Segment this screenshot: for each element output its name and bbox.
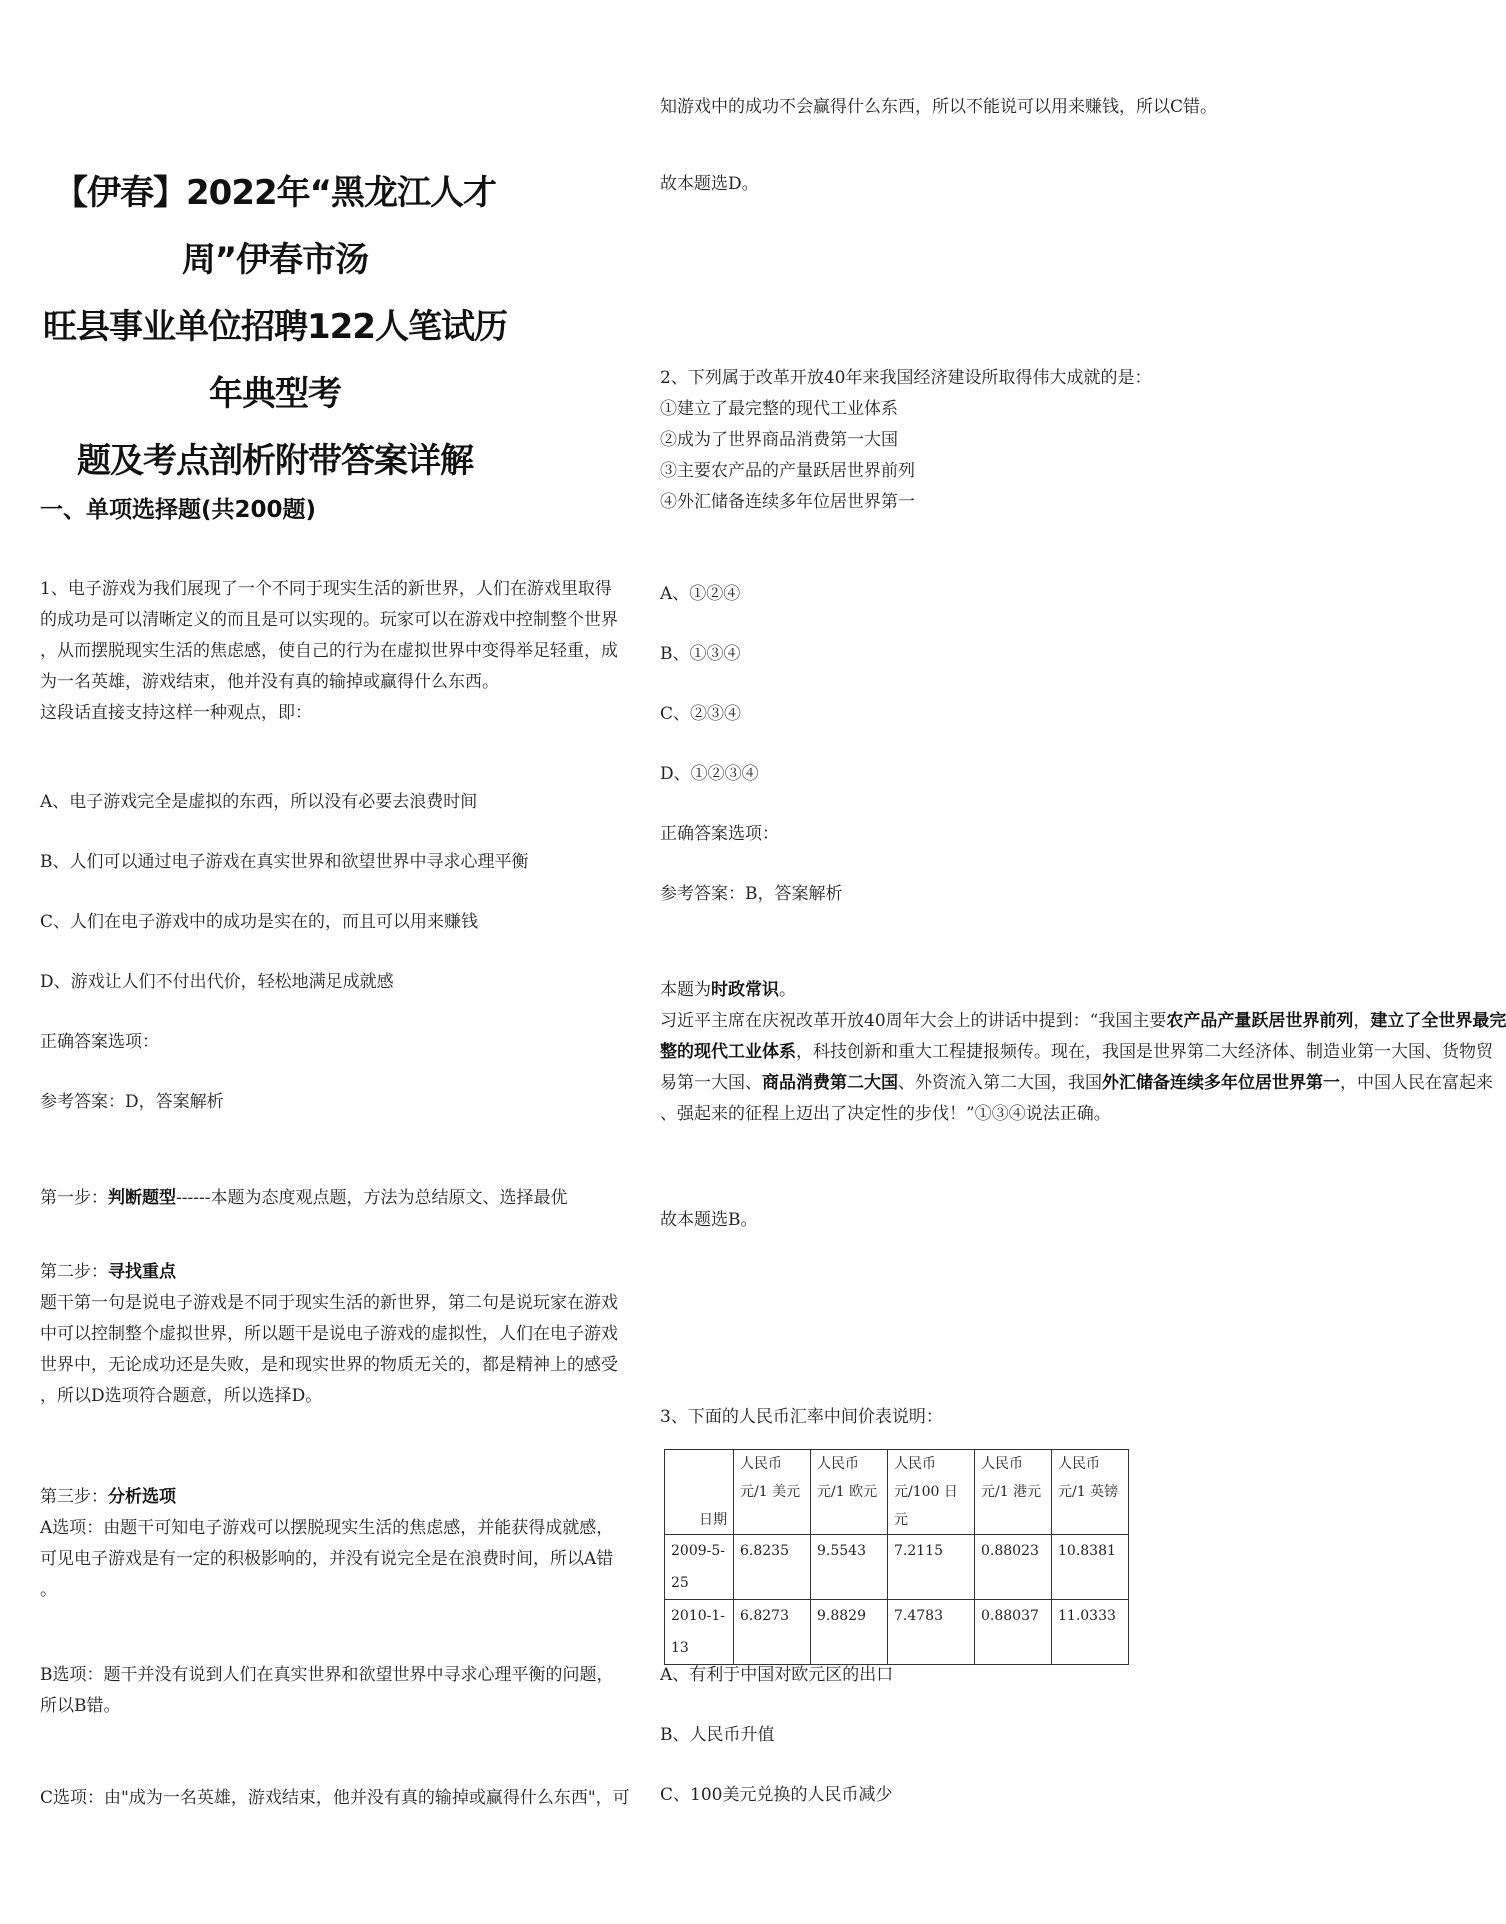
q2-statement: ②成为了世界商品消费第一大国: [660, 430, 898, 450]
text: 习近平主席在庆祝改革开放40周年大会上的讲话中提到：“我国主要: [660, 1011, 1167, 1031]
step2-line: ，所以D选项符合题意，所以选择D。: [40, 1386, 323, 1406]
q1-correct-label: 正确答案选项：: [40, 1032, 159, 1052]
cell-jpy: 7.2115: [888, 1535, 975, 1600]
exchange-rate-table: [664, 1449, 1129, 1665]
keyword: 建立了全世界最完: [1370, 1011, 1506, 1031]
header-line: 人民币: [1058, 1456, 1100, 1472]
q2-statement: ④外汇储备连续多年位居世界第一: [660, 492, 915, 512]
header-eur: [811, 1450, 888, 1535]
header-line: 元/1 美元: [740, 1484, 801, 1500]
step-keyword: 分析选项: [108, 1487, 176, 1507]
q2-option-c: C、②③④: [660, 704, 742, 724]
cell-hkd: 0.88023: [975, 1535, 1052, 1600]
q2-analysis-line: [660, 1068, 1506, 1099]
step-prefix: 第二步：: [40, 1262, 108, 1282]
title-line: 【伊春】2022年“黑龙江人才周”伊春市汤: [54, 173, 496, 280]
header-hkd: [975, 1450, 1052, 1535]
title-line: 旺县事业单位招聘122人笔试历年典型考: [43, 307, 507, 414]
keyword: 时政常识: [711, 980, 779, 1000]
cell-usd: 6.8235: [734, 1535, 811, 1600]
q1-stem-line: 1、电子游戏为我们展现了一个不同于现实生活的新世界，人们在游戏里取得: [40, 579, 612, 599]
q1-step3-a: [40, 1513, 613, 1606]
header-line: 人民币: [817, 1456, 859, 1472]
text: 。: [779, 980, 796, 1000]
q2-stem-block: [660, 363, 1151, 518]
q2-analysis-line: [660, 1037, 1506, 1068]
keyword: 农产品产量跃居世界前列: [1166, 1011, 1354, 1031]
cell-eur: 9.5543: [811, 1535, 888, 1600]
header-date: 日期: [665, 1450, 734, 1535]
analysis-line: B选项：题干并没有说到人们在真实世界和欲望世界中寻求心理平衡的问题，: [40, 1665, 614, 1685]
q1-reference: 参考答案：D，答案解析: [40, 1092, 224, 1112]
q1-stem-line: ，从而摆脱现实生活的焦虑感，使自己的行为在虚拟世界中变得举足轻重，成: [40, 641, 618, 661]
analysis-line: 可见电子游戏是有一定的积极影响的，并没有说完全是在浪费时间，所以A错: [40, 1549, 614, 1569]
q3-option-c: C、100美元兑换的人民币减少: [660, 1785, 893, 1805]
cell-date: 2010-1-13: [665, 1600, 734, 1665]
cell-jpy: 7.4783: [888, 1600, 975, 1665]
q3-option-a: A、有利于中国对欧元区的出口: [660, 1665, 894, 1685]
text: 本题为: [660, 980, 711, 1000]
q1-step3-heading: [40, 1482, 176, 1512]
table-header-row: [665, 1450, 1129, 1535]
text: 易第一大国、: [660, 1073, 762, 1093]
q2-stem: 2、下列属于改革开放40年来我国经济建设所取得伟大成就的是：: [660, 368, 1152, 388]
header-line: 人民币: [894, 1456, 936, 1472]
header-line: 人民币: [981, 1456, 1023, 1472]
cell-gbp: 10.8381: [1052, 1535, 1129, 1600]
q1-stem-line: 为一名英雄，游戏结束，他并没有真的输掉或赢得什么东西。: [40, 672, 499, 692]
q1-conclusion: 故本题选D。: [660, 174, 759, 194]
q1-option-a: A、电子游戏完全是虚拟的东西，所以没有必要去浪费时间: [40, 792, 478, 812]
table-row: [665, 1535, 1129, 1600]
section-heading: 一、单项选择题(共200题): [40, 497, 317, 523]
cell-gbp: 11.0333: [1052, 1600, 1129, 1665]
step2-line: 世界中，无论成功还是失败，是和现实世界的物质无关的，都是精神上的感受: [40, 1355, 618, 1375]
q1-stem-line: 的成功是可以清晰定义的而且是可以实现的。玩家可以在游戏中控制整个世界: [40, 610, 618, 630]
q1-stem-line: 这段话直接支持这样一种观点，即：: [40, 703, 312, 723]
cell-usd: 6.8273: [734, 1600, 811, 1665]
header-gbp: [1052, 1450, 1129, 1535]
q1-option-b: B、人们可以通过电子游戏在真实世界和欲望世界中寻求心理平衡: [40, 852, 529, 872]
q2-option-b: B、①③④: [660, 644, 741, 664]
step-keyword: 寻找重点: [108, 1262, 176, 1282]
step-prefix: 第一步：: [40, 1188, 108, 1208]
q2-conclusion: 故本题选B。: [660, 1210, 758, 1230]
q1-step2-body: [40, 1288, 618, 1412]
keyword: 整的现代工业体系: [660, 1042, 796, 1062]
header-line: 元/1 英镑: [1058, 1484, 1119, 1500]
step-prefix: 第三步：: [40, 1487, 108, 1507]
step-keyword: 判断题型: [108, 1188, 176, 1208]
text: 、外资流入第二大国，我国: [898, 1073, 1102, 1093]
q2-option-d: D、①②③④: [660, 764, 759, 784]
step2-line: 中可以控制整个虚拟世界，所以题干是说电子游戏的虚拟性，人们在电子游戏: [40, 1324, 618, 1344]
cell-date: 2009-5-25: [665, 1535, 734, 1600]
q1-option-c: C、人们在电子游戏中的成功是实在的，而且可以用来赚钱: [40, 912, 479, 932]
q2-analysis-intro: [660, 975, 1506, 1006]
keyword: 商品消费第二大国: [762, 1073, 898, 1093]
keyword: 外汇储备连续多年位居世界第一: [1102, 1073, 1340, 1093]
q2-analysis-line: [660, 1006, 1506, 1037]
text: ，中国人民在富起来: [1340, 1073, 1493, 1093]
q1-option-d: D、游戏让人们不付出代价，轻松地满足成就感: [40, 972, 394, 992]
q2-correct-label: 正确答案选项：: [660, 824, 779, 844]
q1-stem: [40, 574, 618, 729]
q1-step3-c-continued: 知游戏中的成功不会赢得什么东西，所以不能说可以用来赚钱，所以C错。: [660, 97, 1218, 117]
q2-statement: ③主要农产品的产量跃居世界前列: [660, 461, 915, 481]
cell-eur: 9.8829: [811, 1600, 888, 1665]
header-line: 元/1 港元: [981, 1484, 1042, 1500]
q2-analysis-line: 、强起来的征程上迈出了决定性的步伐！”①③④说法正确。: [660, 1104, 1111, 1124]
text: ，科技创新和重大工程捷报频传。现在，我国是世界第二大经济体、制造业第一大国、货物贸: [796, 1042, 1493, 1062]
analysis-line: 。: [40, 1580, 57, 1600]
q2-option-a: A、①②④: [660, 584, 741, 604]
header-usd: [734, 1450, 811, 1535]
q3-stem: 3、下面的人民币汇率中间价表说明：: [660, 1407, 943, 1427]
q3-option-b: B、人民币升值: [660, 1725, 775, 1745]
table-row: [665, 1600, 1129, 1665]
title-line: 题及考点剖析附带答案详解: [77, 441, 473, 481]
cell-hkd: 0.88037: [975, 1600, 1052, 1665]
analysis-line: 所以B错。: [40, 1696, 121, 1716]
q2-statement: ①建立了最完整的现代工业体系: [660, 399, 898, 419]
q1-step3-b: [40, 1660, 614, 1722]
analysis-line: A选项：由题干可知电子游戏可以摆脱现实生活的焦虑感，并能获得成就感，: [40, 1518, 614, 1538]
q2-analysis: [660, 975, 1506, 1130]
text: ，: [1353, 1011, 1371, 1031]
q1-step2-heading: [40, 1257, 176, 1287]
header-line: 元/1 欧元: [817, 1484, 878, 1500]
document-title: [40, 160, 510, 495]
header-line: 元/100 日元: [894, 1484, 958, 1528]
q2-reference: 参考答案：B，答案解析: [660, 884, 843, 904]
header-jpy: [888, 1450, 975, 1535]
q1-step1: [40, 1183, 567, 1213]
header-line: 人民币: [740, 1456, 782, 1472]
q1-step3-c: C选项：由"成为一名英雄，游戏结束，他并没有真的输掉或赢得什么东西"，可: [40, 1788, 630, 1808]
step2-line: 题干第一句是说电子游戏是不同于现实生活的新世界，第二句是说玩家在游戏: [40, 1293, 618, 1313]
step-text: ------本题为态度观点题，方法为总结原文、选择最优: [176, 1188, 568, 1208]
